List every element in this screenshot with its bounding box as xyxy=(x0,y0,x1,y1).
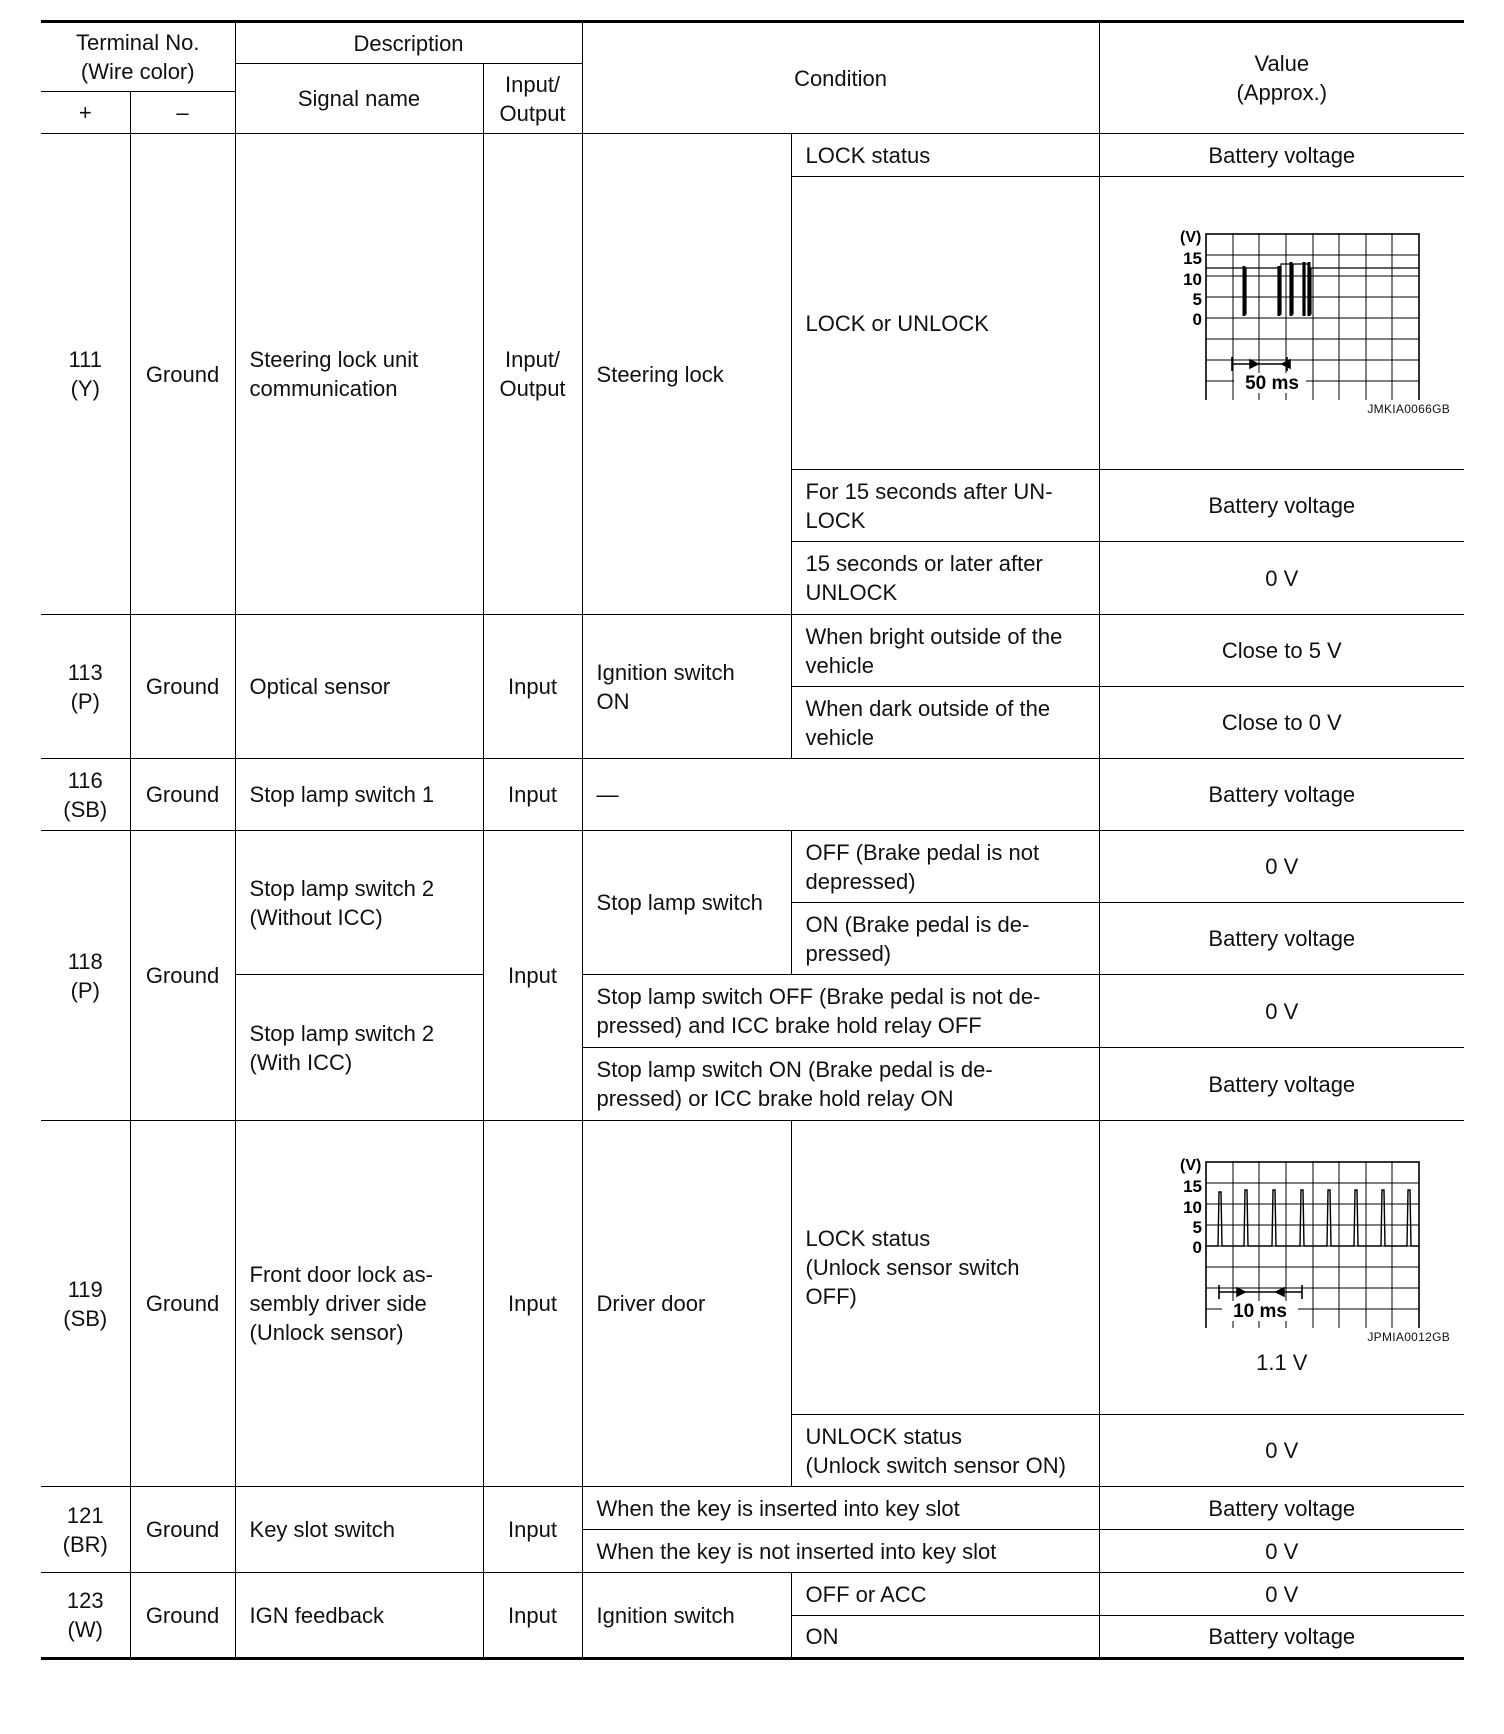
condition-line: Ignition switch xyxy=(596,659,735,685)
terminal-121 xyxy=(41,1487,130,1573)
condition-main: Steering lock xyxy=(582,134,791,615)
condition-main: Stop lamp switch xyxy=(582,831,791,975)
waveform-tick: 0 xyxy=(1192,310,1202,329)
waveform-tick: 10 xyxy=(1182,270,1202,289)
value: 0 V xyxy=(1099,1530,1464,1573)
terminal-113 xyxy=(41,615,130,759)
wire-color: (BR) xyxy=(62,1531,108,1557)
signal-name xyxy=(235,1121,483,1487)
condition-line: (Unlock switch sensor ON) xyxy=(805,1452,1066,1478)
condition-line: pressed) xyxy=(805,940,892,966)
input-output: Input xyxy=(483,1121,582,1487)
terminal-118 xyxy=(41,831,130,1121)
condition-line: pressed) and ICC brake hold relay OFF xyxy=(596,1013,982,1038)
condition-detail: OFF or ACC xyxy=(791,1573,1099,1616)
condition-detail xyxy=(582,1048,1099,1121)
condition-detail xyxy=(791,1415,1099,1487)
wire-color: (W) xyxy=(67,1617,103,1642)
signal-name: Optical sensor xyxy=(235,615,483,759)
waveform-scale-marker xyxy=(1232,357,1290,371)
condition-main xyxy=(582,615,791,759)
signal-name-line: (Unlock sensor) xyxy=(249,1320,404,1345)
waveform-scale-marker xyxy=(1219,1285,1302,1299)
condition-detail xyxy=(791,470,1099,542)
waveform-chart-lock-unlock xyxy=(1122,230,1442,400)
input-output: Input xyxy=(483,831,582,1121)
value: 0 V xyxy=(1099,1415,1464,1487)
terminal-number: 111 xyxy=(68,347,102,372)
condition-detail: LOCK status xyxy=(791,134,1099,177)
terminal-number: 119 xyxy=(67,1276,103,1302)
condition-line: vehicle xyxy=(805,652,875,678)
terminal-119 xyxy=(41,1121,130,1487)
condition-line: OFF (Brake pedal is not xyxy=(805,839,1040,865)
header-io-line1: Input/ xyxy=(505,71,561,97)
condition-line: LOCK xyxy=(805,507,866,533)
signal-name: IGN feedback xyxy=(235,1573,483,1659)
wire-color: (SB) xyxy=(63,1305,108,1331)
signal-name-line: Stop lamp switch 2 xyxy=(249,875,435,901)
value: Battery voltage xyxy=(1099,134,1464,177)
header-terminal-no xyxy=(41,22,235,92)
header-signal-name: Signal name xyxy=(235,64,483,134)
table-row xyxy=(41,134,1464,177)
table-row xyxy=(41,1487,1464,1530)
waveform-scale-label: 50 ms xyxy=(1244,373,1299,394)
waveform-tick: 15 xyxy=(1182,1177,1202,1196)
waveform-tick: 5 xyxy=(1192,1218,1202,1237)
wire-color: (Y) xyxy=(70,376,100,401)
terminal-table-container xyxy=(41,20,1464,1660)
condition-detail: When the key is not inserted into key slot xyxy=(582,1530,1099,1573)
minus-terminal: Ground xyxy=(130,1573,235,1659)
table-row xyxy=(41,1121,1464,1415)
header-plus: + xyxy=(41,92,130,134)
waveform-tick: 15 xyxy=(1182,249,1202,268)
signal-name-line: (With ICC) xyxy=(249,1049,353,1075)
signal-name xyxy=(235,975,483,1121)
header-condition: Condition xyxy=(582,22,1099,134)
condition-main: Ignition switch xyxy=(582,1573,791,1659)
value: 0 V xyxy=(1099,1573,1464,1616)
waveform-chart-lock-status xyxy=(1122,1158,1442,1328)
terminal-number: 118 xyxy=(67,948,103,974)
minus-terminal: Ground xyxy=(130,1121,235,1487)
table-row xyxy=(41,975,1464,1048)
header-input-output xyxy=(483,64,582,134)
waveform-unit: (V) xyxy=(1179,230,1202,246)
signal-name-line: Stop lamp switch 2 xyxy=(249,1020,435,1046)
condition-line: OFF) xyxy=(805,1284,857,1309)
header-io-line2: Output xyxy=(499,100,566,126)
header-terminal-no-line2: (Wire color) xyxy=(80,59,195,84)
header-value-line2: (Approx.) xyxy=(1236,80,1328,105)
waveform-scale-label: 10 ms xyxy=(1232,1301,1287,1322)
minus-terminal: Ground xyxy=(130,1487,235,1573)
table-row xyxy=(41,615,1464,687)
io-line: Input/ xyxy=(505,347,561,372)
header-value xyxy=(1099,22,1464,134)
condition-detail xyxy=(791,542,1099,615)
wire-color: (P) xyxy=(70,977,100,1003)
waveform-tick: 5 xyxy=(1192,290,1202,309)
terminal-123 xyxy=(41,1573,130,1659)
signal-name-line: (Without ICC) xyxy=(249,904,383,930)
value: Close to 0 V xyxy=(1099,687,1464,759)
figure-id: JMKIA0066GB xyxy=(1367,402,1451,416)
condition-line: ON (Brake pedal is de- xyxy=(805,911,1030,937)
wire-color: (SB) xyxy=(63,796,108,822)
condition-main: Driver door xyxy=(582,1121,791,1487)
table-row xyxy=(41,759,1464,831)
condition-line: UNLOCK status xyxy=(805,1423,963,1449)
terminal-111 xyxy=(41,134,130,615)
condition-line: When bright outside of the xyxy=(805,623,1063,649)
waveform-cell xyxy=(1099,1121,1464,1415)
signal-name-line: sembly driver side xyxy=(249,1291,427,1316)
terminal-116 xyxy=(41,759,130,831)
value: Battery voltage xyxy=(1099,759,1464,831)
table-row xyxy=(41,831,1464,903)
condition-line: depressed) xyxy=(805,868,916,894)
condition-detail: ON xyxy=(791,1616,1099,1659)
condition-line: When dark outside of the xyxy=(805,695,1051,721)
input-output: Input xyxy=(483,1573,582,1659)
input-output: Input xyxy=(483,615,582,759)
condition-line: LOCK status xyxy=(805,1226,931,1251)
signal-name-line: Front door lock as- xyxy=(249,1262,433,1287)
condition-line: pressed) or ICC brake hold relay ON xyxy=(596,1086,954,1111)
waveform-tick: 10 xyxy=(1182,1198,1202,1217)
input-output: Input xyxy=(483,759,582,831)
input-output: Input xyxy=(483,1487,582,1573)
terminal-number: 121 xyxy=(66,1502,104,1528)
figure-id: JPMIA0012GB xyxy=(1367,1330,1451,1344)
header-terminal-no-line1: Terminal No. xyxy=(76,30,200,55)
waveform-unit: (V) xyxy=(1179,1158,1202,1174)
signal-name: Stop lamp switch 1 xyxy=(235,759,483,831)
minus-terminal: Ground xyxy=(130,831,235,1121)
condition-line: (Unlock sensor switch xyxy=(805,1255,1020,1280)
condition-detail: LOCK or UNLOCK xyxy=(791,177,1099,470)
value: Battery voltage xyxy=(1099,1048,1464,1121)
value: Battery voltage xyxy=(1099,1487,1464,1530)
value: Battery voltage xyxy=(1099,1616,1464,1659)
terminal-number: 116 xyxy=(67,767,103,793)
table-row xyxy=(41,1573,1464,1616)
value: 0 V xyxy=(1099,975,1464,1048)
signal-name-line: communication xyxy=(249,376,398,401)
header-value-line1: Value xyxy=(1254,51,1310,76)
condition-detail xyxy=(791,1121,1099,1415)
value: 0 V xyxy=(1099,831,1464,903)
condition-line: For 15 seconds after UN- xyxy=(805,478,1053,504)
value: 0 V xyxy=(1099,542,1464,615)
signal-name: Key slot switch xyxy=(235,1487,483,1573)
terminal-number: 123 xyxy=(66,1588,104,1613)
waveform-cell xyxy=(1099,177,1464,470)
condition-detail xyxy=(791,831,1099,903)
signal-name xyxy=(235,134,483,615)
condition-line: Stop lamp switch ON (Brake pedal is de- xyxy=(596,1057,993,1082)
condition-detail: When the key is inserted into key slot xyxy=(582,1487,1099,1530)
signal-name-line: Steering lock unit xyxy=(249,347,419,372)
condition-line: 15 seconds or later after xyxy=(805,551,1043,576)
minus-terminal: Ground xyxy=(130,615,235,759)
terminal-table xyxy=(41,20,1464,1660)
value: 1.1 V xyxy=(1256,1350,1308,1375)
wire-color: (P) xyxy=(70,688,100,714)
io-line: Output xyxy=(499,376,566,401)
header-description: Description xyxy=(235,22,582,64)
condition-detail xyxy=(582,975,1099,1048)
condition-line: UNLOCK xyxy=(805,580,898,605)
condition-main: — xyxy=(582,759,1099,831)
signal-name xyxy=(235,831,483,975)
minus-terminal: Ground xyxy=(130,759,235,831)
condition-line: Stop lamp switch OFF (Brake pedal is not de- xyxy=(596,984,1041,1009)
condition-detail xyxy=(791,903,1099,975)
waveform-tick: 0 xyxy=(1192,1238,1202,1257)
condition-line: vehicle xyxy=(805,724,875,750)
value: Battery voltage xyxy=(1099,470,1464,542)
header-minus: – xyxy=(130,92,235,134)
value: Battery voltage xyxy=(1099,903,1464,975)
value: Close to 5 V xyxy=(1099,615,1464,687)
condition-line: ON xyxy=(596,688,630,714)
condition-detail xyxy=(791,615,1099,687)
input-output xyxy=(483,134,582,615)
condition-detail xyxy=(791,687,1099,759)
terminal-number: 113 xyxy=(67,659,103,685)
minus-terminal: Ground xyxy=(130,134,235,615)
